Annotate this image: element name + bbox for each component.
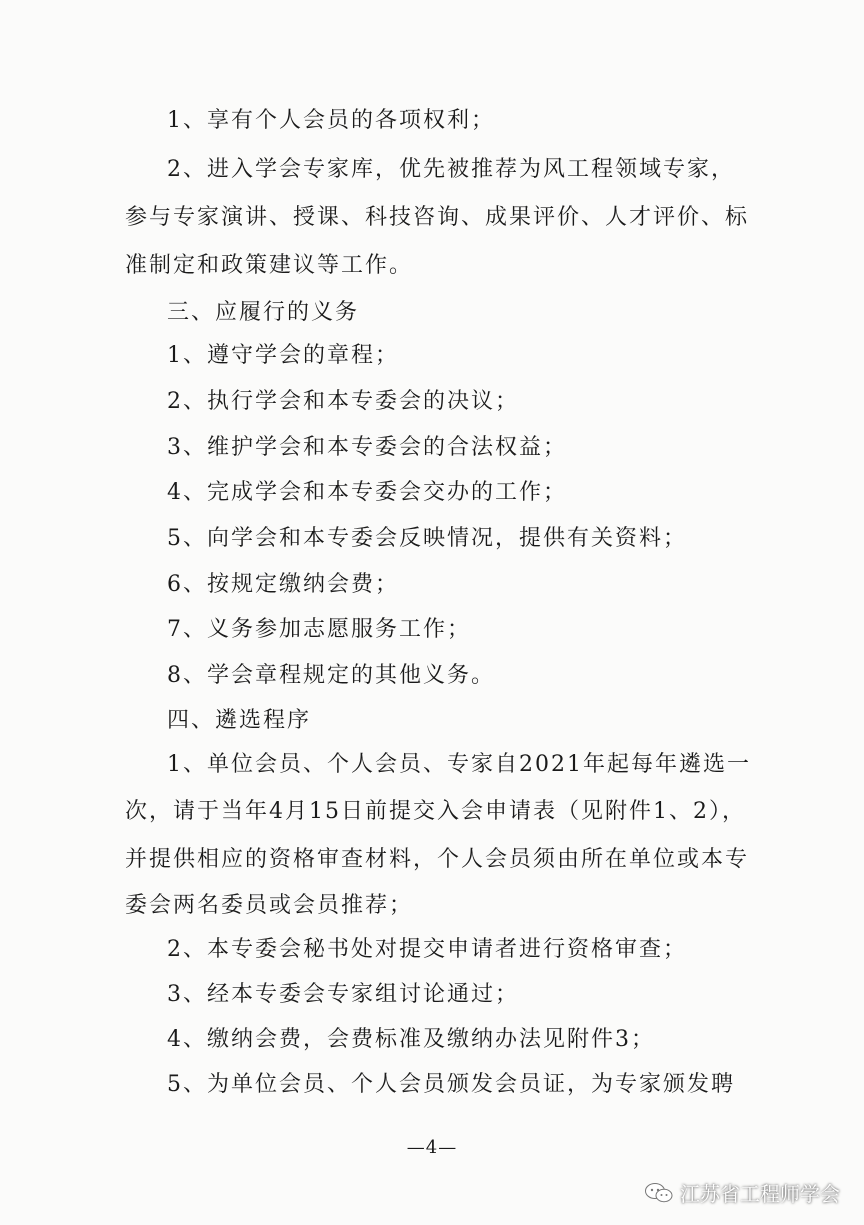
paragraph-line: 参与专家演讲、授课、科技咨询、成果评价、人才评价、标 (125, 205, 750, 230)
watermark-text: 江苏省工程师学会 (680, 1182, 840, 1206)
section-heading: 四、遴选程序 (167, 708, 312, 733)
paragraph-line: 并提供相应的资格审查材料，个人会员须由所在单位或本专 (125, 847, 750, 872)
paragraph-line: 4、缴纳会费，会费标准及缴纳办法见附件3； (167, 1027, 655, 1052)
page-number: —4— (406, 1137, 458, 1158)
paragraph-line: 2、执行学会和本专委会的决议； (167, 389, 519, 414)
paragraph-line: 2、进入学会专家库，优先被推荐为风工程领域专家， (167, 157, 735, 182)
section-heading: 三、应履行的义务 (167, 300, 360, 325)
paragraph-line: 次，请于当年4月15日前提交入会申请表（见附件1、2）， (125, 799, 746, 824)
paragraph-line: 6、按规定缴纳会费； (167, 572, 399, 597)
paragraph-line: 2、本专委会秘书处对提交申请者进行资格审查； (167, 937, 687, 962)
paragraph-line: 5、为单位会员、个人会员颁发会员证，为专家颁发聘 (167, 1072, 735, 1097)
paragraph-line: 1、享有个人会员的各项权利； (167, 108, 495, 133)
paragraph-line: 5、向学会和本专委会反映情况，提供有关资料； (167, 526, 687, 551)
paragraph-line: 3、经本专委会专家组讨论通过； (167, 982, 519, 1007)
paragraph-line: 7、义务参加志愿服务工作； (167, 617, 471, 642)
wechat-icon (644, 1182, 674, 1204)
paragraph-line: 1、单位会员、个人会员、专家自2021年起每年遴选一 (167, 752, 751, 777)
watermark (644, 1178, 840, 1207)
paragraph-line: 委会两名委员或会员推荐； (125, 893, 414, 918)
paragraph-line: 4、完成学会和本专委会交办的工作； (167, 480, 567, 505)
paragraph-line: 准制定和政策建议等工作。 (125, 253, 414, 278)
paragraph-line: 3、维护学会和本专委会的合法权益； (167, 435, 567, 460)
paragraph-line: 8、学会章程规定的其他义务。 (167, 663, 495, 688)
paragraph-line: 1、遵守学会的章程； (167, 343, 399, 368)
